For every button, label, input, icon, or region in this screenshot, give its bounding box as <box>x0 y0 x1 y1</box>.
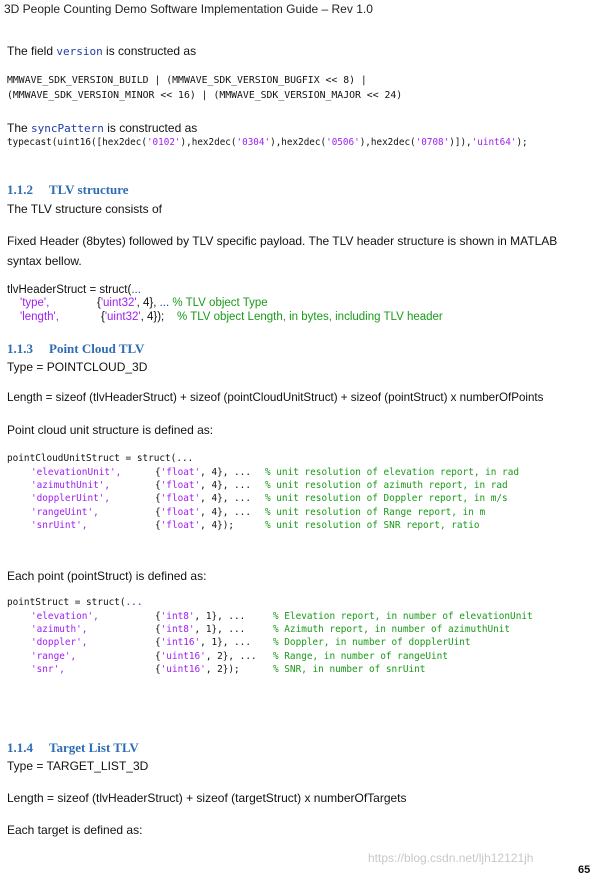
point-field-comment: % Doppler, in number of dopplerUint <box>273 637 471 649</box>
tlv-code-line-2-value: {'uint32', 4}, ... % TLV object Type <box>97 297 268 309</box>
target-paragraph: Each target is defined as: <box>7 823 143 837</box>
page-number: 65 <box>578 864 591 876</box>
point-cloud-unit-field-spec: {'float', 4}, ... <box>155 506 257 518</box>
sync-field-name: syncPattern <box>31 122 104 135</box>
point-cloud-unit-field-spec: {'float', 4}, ... <box>155 467 257 478</box>
point-cloud-unit-field-spec: {'float', 4}, ... <box>155 493 257 505</box>
point-paragraph: Each point (pointStruct) is defined as: <box>7 569 207 583</box>
point-field-comment: % Elevation report, in number of elevationUnit <box>273 611 533 622</box>
version-paragraph <box>7 44 196 58</box>
point-field-comment: % SNR, in number of snrUint <box>273 663 426 675</box>
point-field-name: 'snr', <box>31 663 65 675</box>
point-field-name: 'doppler', <box>31 637 88 649</box>
point-cloud-unit-paragraph: Point cloud unit structure is defined as: <box>7 423 214 437</box>
section-title: Point Cloud TLV <box>49 341 145 356</box>
point-cloud-unit-field-name: 'azimuthUnit', <box>31 480 111 492</box>
document-header-title: 3D People Counting Demo Software Implementation Guide – Rev 1.0 <box>4 2 373 16</box>
point-field-comment: % Azimuth report, in number of azimuthUnit <box>273 624 511 636</box>
point-field-spec: {'int16', 1}, ... <box>155 637 263 649</box>
point-field-name: 'range', <box>31 650 77 662</box>
tlv-paragraph-2-line-1: Fixed Header (8bytes) followed by TLV specific payload. The TLV header structure is shown in MATLAB <box>7 234 558 248</box>
section-heading-target-list-tlv <box>7 740 139 756</box>
point-field-name: 'azimuth', <box>31 624 88 636</box>
point-field-comment: % Range, in number of rangeUint <box>273 650 448 662</box>
point-field-spec: {'int8', 1}, ... <box>155 624 257 636</box>
tlv-code-line-2: 'type', <box>20 297 50 309</box>
point-cloud-unit-field-name: 'rangeUint', <box>31 506 99 518</box>
section-title: Target List TLV <box>49 740 139 755</box>
version-field-name: version <box>56 45 103 58</box>
section-number: 1.1.2 <box>7 182 33 197</box>
point-field-name: 'elevation', <box>31 611 99 622</box>
point-cloud-unit-field-name: 'elevationUnit', <box>31 467 122 478</box>
sync-paragraph-post: is constructed as <box>103 121 198 135</box>
point-cloud-type: Type = POINTCLOUD_3D <box>7 360 148 374</box>
version-code-line-2: (MMWAVE_SDK_VERSION_MINOR << 16) | (MMWAVE_SDK_VERSION_MAJOR << 24) <box>7 90 403 101</box>
sync-paragraph-pre: The <box>7 121 32 135</box>
point-cloud-unit-field-name: 'snrUint', <box>31 519 88 531</box>
tlv-code-line-1: tlvHeaderStruct = struct(... <box>7 284 141 296</box>
point-cloud-unit-field-spec: {'float', 4}, ... <box>155 480 257 492</box>
point-cloud-unit-field-comment: % unit resolution of elevation report, in rad <box>265 467 519 478</box>
point-cloud-unit-field-name: 'dopplerUint', <box>31 493 111 505</box>
watermark-text: https://blog.csdn.net/ljh12121jh <box>368 851 534 865</box>
tlv-code-line-3-value: {'uint32', 4}); % TLV object Length, in bytes, including TLV header <box>101 311 443 323</box>
sync-code-line: typecast(uint16([hex2dec('0102'),hex2dec('0304'),hex2dec('0506'),hex2dec('0708')]),'uint64'); <box>7 137 528 148</box>
point-cloud-length: Length = sizeof (tlvHeaderStruct) + sizeof (pointCloudUnitStruct) + sizeof (pointStruct) x numberOfPoints <box>7 391 544 404</box>
point-cloud-unit-field-comment: % unit resolution of azimuth report, in rad <box>265 480 508 492</box>
point-cloud-unit-code-head: pointCloudUnitStruct = struct(... <box>7 453 194 464</box>
section-heading-point-cloud-tlv <box>7 341 144 357</box>
point-cloud-unit-field-comment: % unit resolution of Range report, in m <box>265 506 486 518</box>
section-number: 1.1.3 <box>7 341 33 356</box>
section-heading-tlv-structure <box>7 182 129 198</box>
version-code-line-1: MMWAVE_SDK_VERSION_BUILD | (MMWAVE_SDK_VERSION_BUGFIX << 8) | <box>7 75 367 86</box>
point-code-head: pointStruct = struct(... <box>7 597 143 608</box>
point-field-spec: {'uint16', 2}, ... <box>155 650 263 662</box>
section-number: 1.1.4 <box>7 740 33 755</box>
tlv-paragraph-2-line-2: syntax bellow. <box>7 254 82 268</box>
section-title: TLV structure <box>49 182 129 197</box>
target-list-type: Type = TARGET_LIST_3D <box>7 759 149 773</box>
point-cloud-unit-field-comment: % unit resolution of SNR report, ratio <box>265 519 480 531</box>
point-field-spec: {'uint16', 2}); <box>155 663 263 675</box>
tlv-code-line-3: 'length', <box>20 311 59 323</box>
point-cloud-unit-field-spec: {'float', 4}); <box>155 519 257 531</box>
version-paragraph-pre: The field <box>7 44 57 58</box>
version-paragraph-post: is constructed as <box>102 44 197 58</box>
tlv-paragraph-1: The TLV structure consists of <box>7 202 162 216</box>
point-field-spec: {'int8', 1}, ... <box>155 611 257 622</box>
point-cloud-unit-field-comment: % unit resolution of Doppler report, in m/s <box>265 493 508 505</box>
target-list-length: Length = sizeof (tlvHeaderStruct) + sizeof (targetStruct) x numberOfTargets <box>7 791 407 805</box>
sync-paragraph <box>7 121 197 135</box>
